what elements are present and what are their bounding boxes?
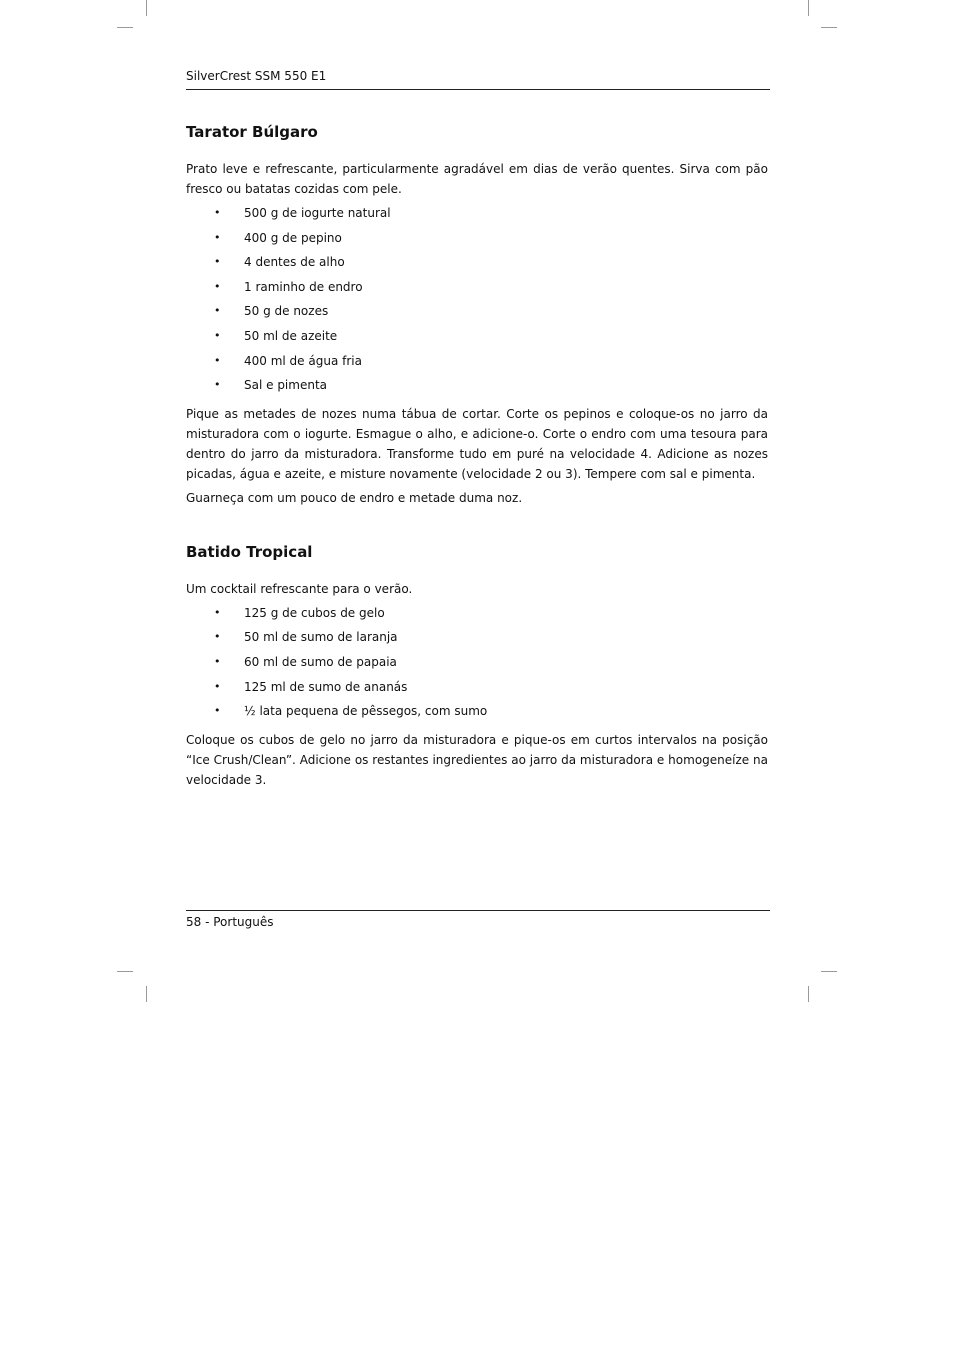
recipe-intro: Prato leve e refrescante, particularmente agradável em dias de verão quentes. Sirva com pão fresco ou batatas cozidas com pele. [186, 162, 768, 196]
bullet-icon: • [214, 605, 221, 619]
header-title: SilverCrest SSM 550 E1 [186, 69, 327, 83]
list-item [186, 677, 768, 702]
crop-mark-bottom-right-horizontal [821, 971, 837, 972]
recipe-title: Batido Tropical [186, 542, 313, 561]
list-item [186, 351, 768, 376]
crop-mark-top-right-vertical [808, 0, 809, 16]
recipe-step: Pique as metades de nozes numa tábua de cortar. Corte os pepinos e coloque-os no jarro da misturadora com o iogurte. Esmague o alho, e adicione-o. Corte o endro com uma tesoura para dentro do jarro da misturadora. Transforme tudo em puré na velocidade 4. Adicione as nozes picadas, água e azeite, e misture novamente (velocidade 2 ou 3). Tempere com sal e pimenta. [186, 406, 768, 481]
ingredient-text: 400 g de pepino [244, 230, 342, 245]
page-content [186, 119, 768, 794]
page-number: 58 - Português [186, 915, 274, 929]
crop-mark-top-left-vertical [146, 0, 147, 16]
ingredient-text: 500 g de iogurte natural [244, 206, 391, 220]
crop-mark-bottom-left-horizontal [117, 971, 133, 972]
bullet-icon: • [214, 704, 221, 718]
bullet-icon: • [214, 230, 221, 244]
recipe-tarator [186, 119, 768, 508]
list-item [186, 701, 768, 726]
recipe-step: Coloque os cubos de gelo no jarro da misturadora e pique-os em curtos intervalos na posição “Ice Crush/Clean”. Adicione os restantes ingredientes ao jarro da misturadora e homogeneíze na velocidade 3. [186, 732, 768, 787]
list-item [186, 228, 768, 253]
recipe-batido [186, 539, 768, 790]
bullet-icon: • [214, 679, 221, 693]
bullet-icon: • [214, 378, 221, 392]
recipe-title: Tarator Búlgaro [186, 123, 318, 141]
bullet-icon: • [214, 304, 221, 318]
ingredient-text: 125 g de cubos de gelo [244, 605, 385, 620]
list-item [186, 652, 768, 677]
list-item [186, 326, 768, 351]
ingredient-text: Sal e pimenta [244, 378, 328, 393]
ingredient-list [186, 203, 768, 400]
ingredient-list [186, 603, 768, 726]
recipe-intro: Um cocktail refrescante para o verão. [186, 581, 413, 596]
ingredient-text: ½ lata pequena de pêssegos, com sumo [244, 704, 488, 719]
bullet-icon: • [214, 654, 221, 668]
bullet-icon: • [214, 255, 221, 269]
ingredient-text: 50 g de nozes [244, 304, 329, 319]
bullet-icon: • [214, 206, 221, 219]
crop-mark-top-left-horizontal [117, 27, 133, 28]
ingredient-text: 50 ml de azeite [244, 328, 338, 343]
list-item [186, 301, 768, 326]
bullet-icon: • [214, 353, 221, 367]
list-item [186, 603, 768, 628]
list-item [186, 277, 768, 302]
ingredient-text: 1 raminho de endro [244, 279, 363, 294]
ingredient-text: 125 ml de sumo de ananás [244, 679, 408, 694]
ingredient-text: 4 dentes de alho [244, 255, 345, 270]
page-header [186, 69, 770, 90]
bullet-icon: • [214, 279, 221, 293]
page-footer [186, 910, 770, 929]
crop-mark-bottom-left-vertical [146, 986, 147, 1002]
crop-mark-top-right-horizontal [821, 27, 837, 28]
ingredient-text: 50 ml de sumo de laranja [244, 630, 398, 645]
ingredient-text: 60 ml de sumo de papaia [244, 654, 397, 669]
bullet-icon: • [214, 328, 221, 342]
list-item [186, 252, 768, 277]
bullet-icon: • [214, 630, 221, 644]
ingredient-text: 400 ml de água fria [244, 353, 362, 368]
list-item [186, 203, 768, 228]
list-item [186, 627, 768, 652]
crop-mark-bottom-right-vertical [808, 986, 809, 1002]
section-spacer [186, 512, 768, 539]
recipe-step: Guarneça com um pouco de endro e metade duma noz. [186, 490, 523, 505]
list-item [186, 375, 768, 400]
